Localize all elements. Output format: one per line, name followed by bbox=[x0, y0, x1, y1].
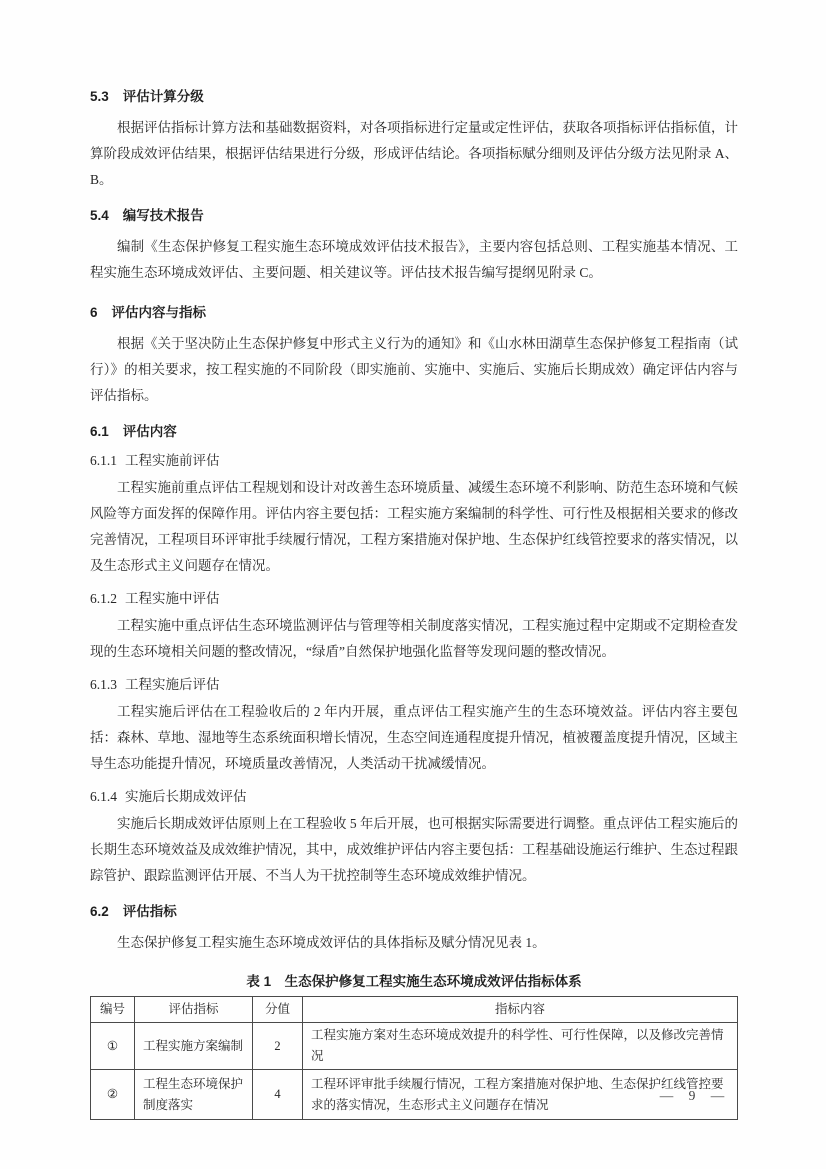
section-title: 评估内容与指标 bbox=[111, 305, 207, 320]
paragraph: 工程实施后评估在工程验收后的 2 年内开展，重点评估工程实施产生的生态环境效益。评估内容主要包括：森林、草地、湿地等生态系统面积增长情况，生态空间连通程度提升情况，植被覆盖度提升情况，区域主导生态功能提升情况，环境质量改善情况，人类活动干扰减缓情况。 bbox=[90, 704, 738, 771]
subsection-title: 工程实施中评估 bbox=[125, 591, 220, 606]
table-header-row bbox=[91, 997, 738, 1023]
subsection-heading-6-1-1 bbox=[90, 452, 738, 469]
section-5-4 bbox=[90, 207, 738, 286]
table-row bbox=[91, 1023, 738, 1070]
section-heading bbox=[90, 207, 738, 225]
page-number: — 9 — bbox=[659, 1088, 726, 1103]
section-heading bbox=[90, 88, 738, 106]
subsection-title: 实施后长期成效评估 bbox=[125, 789, 247, 804]
section-number: 6.1 bbox=[90, 424, 109, 439]
section-number: 6.2 bbox=[90, 904, 109, 919]
paragraph: 生态保护修复工程实施生态环境成效评估的具体指标及赋分情况见表 1。 bbox=[117, 935, 546, 950]
col-header-score: 分值 bbox=[253, 997, 303, 1023]
row-content: 工程环评审批手续履行情况，工程方案措施对保护地、生态保护红线管控要求的落实情况，生态形式主义问题存在情况 bbox=[303, 1070, 738, 1120]
paragraph: 工程实施中重点评估生态环境监测评估与管理等相关制度落实情况，工程实施过程中定期或不定期检查发现的生态环境相关问题的整改情况，“绿盾”自然保护地强化监督等发现问题的整改情况。 bbox=[90, 618, 738, 659]
row-score: 2 bbox=[253, 1023, 303, 1070]
section-title: 评估内容 bbox=[122, 424, 177, 439]
section-title: 评估计算分级 bbox=[122, 89, 204, 104]
section-heading bbox=[90, 304, 738, 322]
col-header-indicator: 评估指标 bbox=[135, 997, 253, 1023]
col-header-content: 指标内容 bbox=[303, 997, 738, 1023]
section-title: 评估指标 bbox=[122, 904, 177, 919]
paragraph: 根据《关于坚决防止生态保护修复中形式主义行为的通知》和《山水林田湖草生态保护修复工程指南（试行）》的相关要求，按工程实施的不同阶段（即实施前、实施中、实施后、实施后长期成效）确定评估内容与评估指标。 bbox=[90, 336, 738, 403]
paragraph: 根据评估指标计算方法和基础数据资料，对各项指标进行定量或定性评估，获取各项指标评估指标值，计算阶段成效评估结果，根据评估结果进行分级，形成评估结论。各项指标赋分细则及评估分级方法见附录 A、B。 bbox=[90, 120, 738, 187]
subsection-title: 工程实施前评估 bbox=[125, 453, 220, 468]
section-6-1 bbox=[90, 423, 738, 889]
section-6 bbox=[90, 304, 738, 409]
subsection-heading-6-1-2 bbox=[90, 590, 738, 607]
row-indicator: 工程实施方案编制 bbox=[135, 1023, 253, 1070]
subsection-number: 6.1.1 bbox=[90, 453, 117, 468]
section-number: 5.3 bbox=[90, 89, 109, 104]
row-content: 工程实施方案对生态环境成效提升的科学性、可行性保障，以及修改完善情况 bbox=[303, 1023, 738, 1070]
section-heading bbox=[90, 903, 738, 921]
subsection-title: 工程实施后评估 bbox=[125, 677, 220, 692]
section-number: 5.4 bbox=[90, 208, 109, 223]
subsection-heading-6-1-4 bbox=[90, 788, 738, 805]
subsection-heading-6-1-3 bbox=[90, 676, 738, 693]
table-caption: 表 1 生态保护修复工程实施生态环境成效评估指标体系 bbox=[246, 974, 582, 989]
page-content bbox=[90, 88, 738, 1120]
row-number: ② bbox=[91, 1070, 135, 1120]
section-5-3 bbox=[90, 88, 738, 193]
section-6-2 bbox=[90, 903, 738, 956]
section-number: 6 bbox=[90, 305, 98, 320]
section-title: 编写技术报告 bbox=[122, 208, 204, 223]
row-indicator: 工程生态环境保护制度落实 bbox=[135, 1070, 253, 1120]
row-score: 4 bbox=[253, 1070, 303, 1120]
paragraph: 编制《生态保护修复工程实施生态环境成效评估技术报告》，主要内容包括总则、工程实施基本情况、工程实施生态环境成效评估、主要问题、相关建议等。评估技术报告编写提纲见附录 C。 bbox=[90, 239, 738, 280]
subsection-number: 6.1.4 bbox=[90, 789, 117, 804]
indicator-table bbox=[90, 996, 738, 1120]
paragraph: 工程实施前重点评估工程规划和设计对改善生态环境质量、减缓生态环境不利影响、防范生态环境和气候风险等方面发挥的保障作用。评估内容主要包括：工程实施方案编制的科学性、可行性及根据相关要求的修改完善情况，工程项目环评审批手续履行情况，工程方案措施对保护地、生态保护红线管控要求的落实情况，以及生态形式主义问题存在情况。 bbox=[90, 480, 738, 573]
row-number: ① bbox=[91, 1023, 135, 1070]
table-row bbox=[91, 1070, 738, 1120]
section-heading bbox=[90, 423, 738, 441]
paragraph: 实施后长期成效评估原则上在工程验收 5 年后开展，也可根据实际需要进行调整。重点评估工程实施后的长期生态环境效益及成效维护情况，其中，成效维护评估内容主要包括：工程基础设施运行维护、生态过程跟踪管护、跟踪监测评估开展、不当人为干扰控制等生态环境成效维护情况。 bbox=[90, 816, 738, 883]
col-header-number: 编号 bbox=[91, 997, 135, 1023]
subsection-number: 6.1.3 bbox=[90, 677, 117, 692]
subsection-number: 6.1.2 bbox=[90, 591, 117, 606]
